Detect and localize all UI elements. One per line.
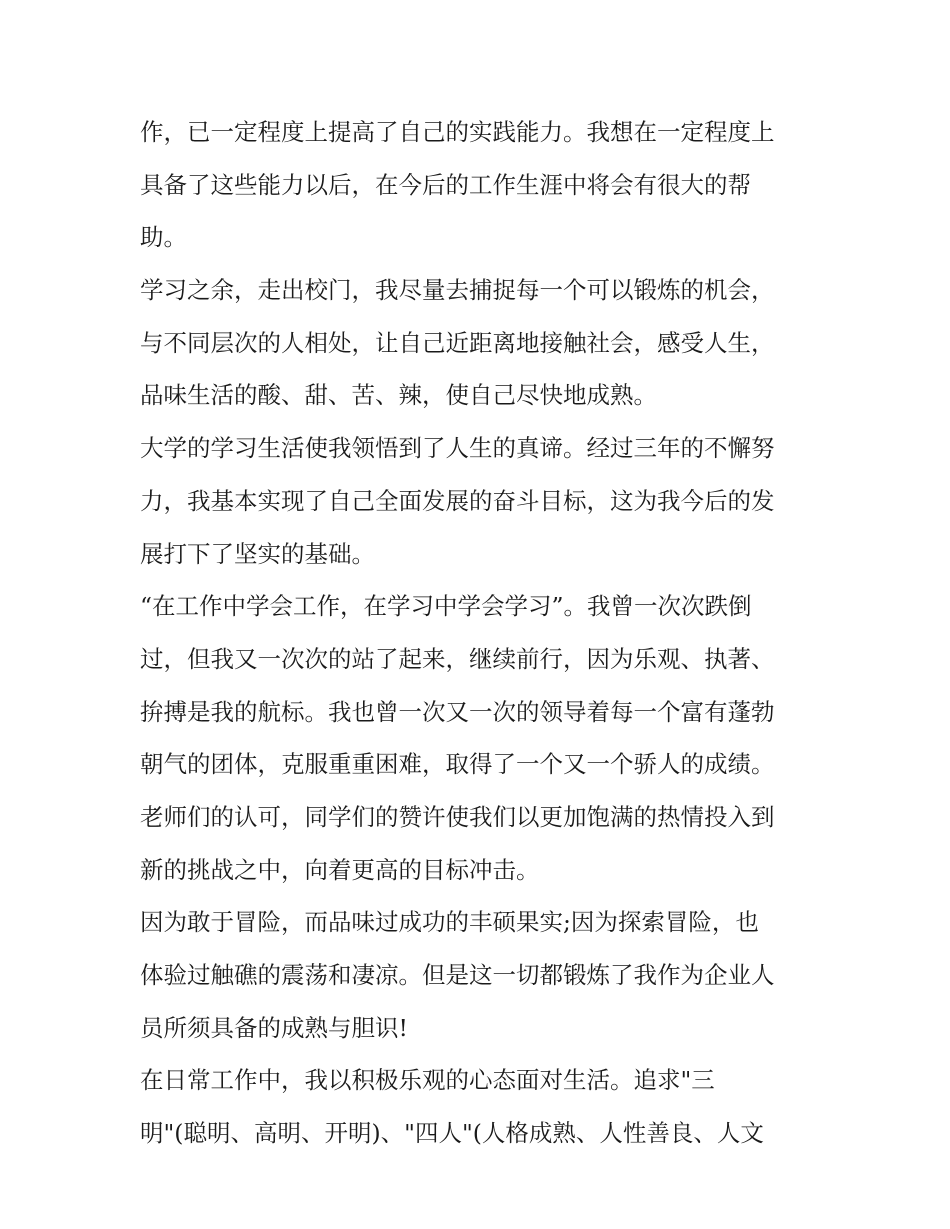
text-line: 力，我基本实现了自己全面发展的奋斗目标，这为我今后的发: [140, 486, 775, 515]
text-line: 新的挑战之中，向着更高的目标冲击。: [140, 855, 540, 884]
text-line: 大学的学习生活使我领悟到了人生的真谛。经过三年的不懈努: [140, 434, 775, 463]
text-line: 品味生活的酸、甜、苦、辣，使自己尽快地成熟。: [140, 381, 657, 410]
text-line: 作，已一定程度上提高了自己的实践能力。我想在一定程度上: [140, 118, 775, 146]
text-line: 展打下了坚实的基础。: [140, 539, 375, 568]
text-line: 朝气的团体，克服重重困难，取得了一个又一个骄人的成绩。: [140, 750, 775, 779]
text-line: 具备了这些能力以后，在今后的工作生涯中将会有很大的帮: [140, 170, 751, 199]
text-line: 老师们的认可，同学们的赞许使我们以更加饱满的热情投入到: [140, 802, 775, 831]
text-line: 明"(聪明、高明、开明)、"四人"(人格成熟、人性善良、人文: [140, 1119, 764, 1148]
text-line: “在工作中学会工作，在学习中学会学习”。我曾一次次跌倒: [140, 592, 752, 621]
text-line: 因为敢于冒险，而品味过成功的丰硕果实;因为探索冒险，也: [140, 908, 759, 937]
text-line: 与不同层次的人相处，让自己近距离地接触社会，感受人生，: [140, 328, 775, 357]
text-line: 助。: [140, 223, 187, 252]
text-line: 学习之余，走出校门，我尽量去捕捉每一个可以锻炼的机会，: [140, 276, 775, 305]
text-line: 过，但我又一次次的站了起来，继续前行，因为乐观、执著、: [140, 644, 775, 673]
text-line: 员所须具备的成熟与胆识!: [140, 1013, 408, 1042]
body-text: [140, 106, 830, 1160]
text-line: 体验过触礁的震荡和凄凉。但是这一切都锻炼了我作为企业人: [140, 961, 775, 989]
text-line: 在日常工作中，我以积极乐观的心态面对生活。追求"三: [140, 1066, 715, 1095]
text-line: 拚搏是我的航标。我也曾一次又一次的领导着每一个富有蓬勃: [140, 697, 775, 726]
